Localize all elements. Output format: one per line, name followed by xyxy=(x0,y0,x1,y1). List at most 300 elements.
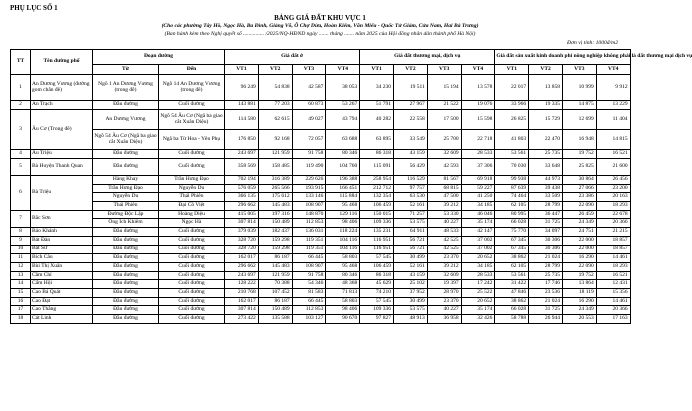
price-cell: 22 090 xyxy=(562,262,596,271)
document-subtitle: (Cho các phường Tây Hồ, Ngọc Hà, Ba Đình, Giảng Võ, Ô Chợ Dừa, Hoàn Kiếm, Văn Miếu - Quốc Tử Giám, Cửa Nam, Hai Bà Trưng) xyxy=(161,23,479,29)
table-row xyxy=(11,280,631,289)
price-cell: 63 895 xyxy=(360,130,394,150)
price-cell: 39 438 xyxy=(529,184,563,193)
price-cell: 59 227 xyxy=(461,184,495,193)
price-cell: 34 097 xyxy=(529,228,563,237)
price-cell: 135 231 xyxy=(360,228,394,237)
price-cell: 80 995 xyxy=(495,210,529,219)
segment-to: Cuối đường xyxy=(159,315,225,324)
price-cell: 20 366 xyxy=(596,219,630,228)
segment-from: Đầu đường xyxy=(93,315,159,324)
price-cell: 197 316 xyxy=(258,210,292,219)
price-cell: 70 388 xyxy=(258,280,292,289)
price-cell: 53 561 xyxy=(495,271,529,280)
price-cell: 71 257 xyxy=(393,210,427,219)
price-cell: 70 030 xyxy=(495,159,529,176)
price-cell: 258 954 xyxy=(360,176,394,185)
table-row xyxy=(11,288,631,297)
header-street: Tên đường phố xyxy=(31,50,93,75)
header-vt4: VT4 xyxy=(461,65,495,75)
price-cell: 14 815 xyxy=(596,130,630,150)
price-cell: 56 721 xyxy=(393,245,427,254)
price-cell: 116 529 xyxy=(393,176,427,185)
price-cell: 48 533 xyxy=(427,228,461,237)
price-cell: 35 174 xyxy=(461,219,495,228)
street-name: An Dương Vương (đường gom chân đê) xyxy=(31,75,93,101)
price-cell: 162 017 xyxy=(225,254,259,263)
price-cell: 28 799 xyxy=(529,202,563,211)
price-cell: 129 116 xyxy=(326,210,360,219)
segment-to: Cuối đường xyxy=(159,306,225,315)
street-name: Âu Cơ (Trong đê) xyxy=(31,110,93,150)
price-cell: 99 938 xyxy=(495,176,529,185)
price-cell: 19 752 xyxy=(562,271,596,280)
price-cell: 17 242 xyxy=(461,280,495,289)
price-cell: 115 091 xyxy=(360,159,394,176)
price-cell: 116 951 xyxy=(360,236,394,245)
price-cell: 22 000 xyxy=(562,236,596,245)
price-cell: 45 629 xyxy=(360,280,394,289)
table-row xyxy=(11,75,631,101)
header-segment: Đoạn đường xyxy=(93,50,225,65)
table-row xyxy=(11,150,631,159)
price-cell: 47 500 xyxy=(427,193,461,202)
price-cell: 21 024 xyxy=(529,254,563,263)
price-cell: 52 161 xyxy=(393,262,427,271)
price-cell: 18 293 xyxy=(596,262,630,271)
price-cell: 38 862 xyxy=(495,254,529,263)
row-number: 13 xyxy=(11,271,31,280)
price-cell: 24 751 xyxy=(562,228,596,237)
price-cell: 36 958 xyxy=(427,315,461,324)
row-number: 6 xyxy=(11,176,31,211)
price-cell: 52 161 xyxy=(393,202,427,211)
price-cell: 75 770 xyxy=(495,228,529,237)
price-cell: 23 370 xyxy=(427,297,461,306)
document-note: (Ban hành kèm theo Nghị quyết số ............... /2025/NQ-HĐND ngày ....... tháng ....... năm 2025 của Hội đồng nhân dân thành phố Hà Nội) xyxy=(164,31,476,37)
row-number: 9 xyxy=(11,236,31,245)
header-group-commercial: Giá đất thương mại, dịch vụ xyxy=(360,50,495,65)
price-cell: 20 163 xyxy=(596,193,630,202)
table-row xyxy=(11,101,631,110)
price-cell: 28 533 xyxy=(461,271,495,280)
price-cell: 33 648 xyxy=(529,159,563,176)
row-number: 7 xyxy=(11,210,31,227)
price-cell: 12 431 xyxy=(596,280,630,289)
price-cell: 104 116 xyxy=(326,245,360,254)
price-cell: 119 351 xyxy=(292,236,326,245)
price-cell: 80 346 xyxy=(326,150,360,159)
price-cell: 702 194 xyxy=(225,176,259,185)
price-cell: 159 298 xyxy=(258,236,292,245)
price-cell: 44 973 xyxy=(529,176,563,185)
price-cell: 18 857 xyxy=(596,236,630,245)
price-cell: 182 437 xyxy=(258,228,292,237)
price-cell: 106 459 xyxy=(360,262,394,271)
header-tt: TT xyxy=(11,50,31,75)
price-cell: 193 915 xyxy=(292,184,326,193)
price-cell: 58 788 xyxy=(495,315,529,324)
segment-from: Đầu đường xyxy=(93,236,159,245)
header-group-residential: Giá đất ở xyxy=(225,50,360,65)
street-name: Bảo Khánh xyxy=(31,228,93,237)
price-cell: 39 212 xyxy=(427,262,461,271)
segment-from: Đầu đường xyxy=(93,159,159,176)
price-cell: 74 210 xyxy=(360,288,394,297)
price-cell: 328 720 xyxy=(225,245,259,254)
price-cell: 22 000 xyxy=(562,245,596,254)
price-cell: 175 612 xyxy=(258,193,292,202)
street-name: Bắc Sơn xyxy=(31,210,93,227)
table-row xyxy=(11,210,631,219)
price-cell: 33 966 xyxy=(495,101,529,110)
price-cell: 21 600 xyxy=(596,159,630,176)
segment-from: Đầu đường xyxy=(93,262,159,271)
header-to: Đến xyxy=(159,65,225,75)
header-vt1: VT1 xyxy=(360,65,394,75)
price-cell: 37 002 xyxy=(461,245,495,254)
price-cell: 26 825 xyxy=(495,110,529,130)
price-cell: 43 159 xyxy=(393,150,427,159)
price-cell: 62 615 xyxy=(258,110,292,130)
price-cell: 97 757 xyxy=(393,184,427,193)
price-cell: 415 005 xyxy=(225,210,259,219)
price-cell: 121 959 xyxy=(258,150,292,159)
price-cell: 22 017 xyxy=(495,75,529,101)
price-cell: 91 758 xyxy=(292,150,326,159)
row-number: 5 xyxy=(11,159,31,176)
price-cell: 71 813 xyxy=(326,288,360,297)
price-cell: 67 345 xyxy=(495,236,529,245)
row-number: 1 xyxy=(11,75,31,101)
price-cell: 98 406 xyxy=(326,219,360,228)
price-cell: 63 530 xyxy=(393,193,427,202)
price-cell: 53 575 xyxy=(393,306,427,315)
price-cell: 121 959 xyxy=(258,271,292,280)
row-number: 3 xyxy=(11,110,31,150)
price-cell: 18 119 xyxy=(562,288,596,297)
row-number: 2 xyxy=(11,101,31,110)
segment-from: Đầu đường xyxy=(93,101,159,110)
price-cell: 26 459 xyxy=(562,210,596,219)
price-cell: 27 066 xyxy=(562,184,596,193)
street-name: Bà Huyện Thanh Quan xyxy=(31,159,93,176)
street-name: Bát Đàn xyxy=(31,236,93,245)
price-cell: 128 222 xyxy=(225,280,259,289)
price-cell: 96 249 xyxy=(225,75,259,101)
price-cell: 43 159 xyxy=(393,271,427,280)
price-cell: 108 907 xyxy=(292,202,326,211)
row-number: 15 xyxy=(11,288,31,297)
price-cell: 28 970 xyxy=(427,288,461,297)
price-cell: 54 346 xyxy=(292,280,326,289)
price-cell: 19 397 xyxy=(427,280,461,289)
segment-from: Đầu đường xyxy=(93,254,159,263)
price-cell: 16 290 xyxy=(562,297,596,306)
segment-from: Đầu đường xyxy=(93,271,159,280)
header-vt3: VT3 xyxy=(562,65,596,75)
price-cell: 81 583 xyxy=(292,288,326,297)
row-number: 18 xyxy=(11,315,31,324)
price-cell: 97 827 xyxy=(360,315,394,324)
price-cell: 40 282 xyxy=(360,110,394,130)
price-cell: 48 913 xyxy=(393,315,427,324)
price-cell: 19 076 xyxy=(461,101,495,110)
segment-to: Cuối đường xyxy=(159,297,225,306)
price-cell: 115 884 xyxy=(326,193,360,202)
price-cell: 210 768 xyxy=(225,288,259,297)
price-cell: 51 791 xyxy=(360,101,394,110)
street-name: Cát Linh xyxy=(31,315,93,324)
price-cell: 31 725 xyxy=(529,219,563,228)
table-row xyxy=(11,228,631,237)
price-cell: 135 588 xyxy=(258,315,292,324)
segment-from: Đầu đường xyxy=(93,150,159,159)
row-number: 4 xyxy=(11,150,31,159)
street-name: Bà Triệu xyxy=(31,176,93,211)
price-cell: 21 215 xyxy=(596,228,630,237)
document-title: BẢNG GIÁ ĐẤT KHU VỰC 1 xyxy=(274,14,366,22)
price-cell: 15 194 xyxy=(427,75,461,101)
price-cell: 42 525 xyxy=(427,236,461,245)
table-row xyxy=(11,254,631,263)
price-cell: 23 536 xyxy=(529,288,563,297)
price-cell: 37 002 xyxy=(461,236,495,245)
price-cell: 296 662 xyxy=(225,262,259,271)
price-cell: 21 522 xyxy=(427,101,461,110)
price-cell: 15 356 xyxy=(596,288,630,297)
price-cell: 32 609 xyxy=(427,271,461,280)
table-body xyxy=(11,75,631,324)
price-cell: 150 015 xyxy=(360,210,394,219)
price-cell: 22 470 xyxy=(529,130,563,150)
price-cell: 19 335 xyxy=(529,101,563,110)
price-cell: 14 875 xyxy=(562,101,596,110)
price-cell: 20 366 xyxy=(596,306,630,315)
price-cell: 20 553 xyxy=(562,315,596,324)
price-cell: 91 758 xyxy=(292,271,326,280)
price-cell: 49 027 xyxy=(292,110,326,130)
price-cell: 34 230 xyxy=(360,75,394,101)
price-cell: 162 017 xyxy=(225,297,259,306)
price-cell: 57 545 xyxy=(360,297,394,306)
price-cell: 42 525 xyxy=(427,245,461,254)
price-cell: 86 187 xyxy=(258,254,292,263)
price-cell: 273 422 xyxy=(225,315,259,324)
price-cell: 11 404 xyxy=(596,110,630,130)
price-cell: 229 626 xyxy=(292,176,326,185)
price-cell: 19 752 xyxy=(562,150,596,159)
segment-to: Cuối đường xyxy=(159,236,225,245)
table-row xyxy=(11,245,631,254)
segment-to: Trần Hưng Đạo xyxy=(159,176,225,185)
street-name: Bát Sứ xyxy=(31,245,93,254)
price-cell: 25 735 xyxy=(529,150,563,159)
price-cell: 119 351 xyxy=(292,245,326,254)
price-cell: 307 814 xyxy=(225,306,259,315)
price-cell: 57 545 xyxy=(360,254,394,263)
price-cell: 25 522 xyxy=(461,288,495,297)
price-cell: 87 639 xyxy=(495,184,529,193)
street-name: Bích Câu xyxy=(31,254,93,263)
price-cell: 10 999 xyxy=(562,75,596,101)
price-cell: 66 445 xyxy=(292,254,326,263)
price-cell: 13 864 xyxy=(562,280,596,289)
price-cell: 25 735 xyxy=(529,271,563,280)
price-cell: 20 652 xyxy=(461,297,495,306)
price-cell: 16 521 xyxy=(596,150,630,159)
table-row xyxy=(11,184,631,193)
price-cell: 106 459 xyxy=(360,202,394,211)
street-name: Cao Đạt xyxy=(31,297,93,306)
segment-to: Cuối đường xyxy=(159,280,225,289)
price-cell: 18 293 xyxy=(596,202,630,211)
price-cell: 25 700 xyxy=(427,130,461,150)
price-cell: 109 336 xyxy=(360,219,394,228)
price-cell: 62 105 xyxy=(495,202,529,211)
price-cell: 23 386 xyxy=(562,193,596,202)
price-cell: 95 468 xyxy=(326,262,360,271)
price-cell: 243 697 xyxy=(225,271,259,280)
price-cell: 62 105 xyxy=(495,262,529,271)
price-cell: 32 609 xyxy=(427,150,461,159)
price-cell: 40 227 xyxy=(427,306,461,315)
price-cell: 132 354 xyxy=(360,193,394,202)
price-cell: 58 803 xyxy=(326,297,360,306)
segment-to: Đại Cồ Việt xyxy=(159,202,225,211)
price-cell: 12 699 xyxy=(562,110,596,130)
price-cell: 74 464 xyxy=(495,193,529,202)
header-vt2: VT2 xyxy=(529,65,563,75)
price-cell: 90 670 xyxy=(326,315,360,324)
price-cell: 31 422 xyxy=(495,280,529,289)
price-cell: 243 697 xyxy=(225,150,259,159)
segment-to: Cuối đường xyxy=(159,254,225,263)
price-cell: 104 760 xyxy=(326,159,360,176)
table-row xyxy=(11,236,631,245)
price-cell: 24 349 xyxy=(562,306,596,315)
segment-from: Đầu đường xyxy=(93,245,159,254)
price-cell: 56 721 xyxy=(393,236,427,245)
price-cell: 86 318 xyxy=(360,271,394,280)
price-cell: 316 389 xyxy=(258,176,292,185)
price-cell: 60 873 xyxy=(292,101,326,110)
price-cell: 80 346 xyxy=(326,271,360,280)
price-cell: 31 725 xyxy=(529,306,563,315)
price-cell: 366 135 xyxy=(225,193,259,202)
price-cell: 39 212 xyxy=(427,202,461,211)
price-cell: 119 490 xyxy=(292,159,326,176)
price-cell: 33 549 xyxy=(393,130,427,150)
table-row xyxy=(11,315,631,324)
price-cell: 212 712 xyxy=(360,184,394,193)
price-cell: 26 944 xyxy=(529,315,563,324)
price-cell: 66 445 xyxy=(292,297,326,306)
appendix-label: PHỤ LỤC SỐ 1 xyxy=(10,4,58,12)
header-vt3: VT3 xyxy=(292,65,326,75)
price-cell: 19 511 xyxy=(393,75,427,101)
price-cell: 33 509 xyxy=(529,193,563,202)
price-cell: 42 593 xyxy=(427,159,461,176)
price-cell: 265 566 xyxy=(258,184,292,193)
header-vt4: VT4 xyxy=(326,65,360,75)
price-cell: 108 907 xyxy=(292,262,326,271)
street-name: Cao Thắng xyxy=(31,306,93,315)
price-cell: 53 267 xyxy=(326,101,360,110)
price-cell: 23 370 xyxy=(427,254,461,263)
segment-from: Hàng Khay xyxy=(93,176,159,185)
price-cell: 42 147 xyxy=(461,228,495,237)
price-cell: 25 825 xyxy=(562,159,596,176)
price-cell: 38 053 xyxy=(326,75,360,101)
segment-to: Hoàng Diệu xyxy=(159,210,225,219)
price-cell: 95 468 xyxy=(326,202,360,211)
price-cell: 22 718 xyxy=(461,130,495,150)
price-cell: 64 911 xyxy=(393,228,427,237)
segment-from: Ông Ích Khiêm xyxy=(93,219,159,228)
price-cell: 15 729 xyxy=(529,110,563,130)
price-cell: 68 815 xyxy=(427,184,461,193)
price-cell: 112 853 xyxy=(292,219,326,228)
price-cell: 67 345 xyxy=(495,245,529,254)
price-cell: 17 163 xyxy=(596,315,630,324)
price-cell: 53 330 xyxy=(427,210,461,219)
table-row xyxy=(11,306,631,315)
price-cell: 109 336 xyxy=(360,306,394,315)
street-name: Cấm Hội xyxy=(31,280,93,289)
segment-to: Cuối đường xyxy=(159,262,225,271)
header-vt2: VT2 xyxy=(258,65,292,75)
header-vt2: VT2 xyxy=(393,65,427,75)
header-from: Từ xyxy=(93,65,159,75)
price-cell: 176 850 xyxy=(225,130,259,150)
price-cell: 86 187 xyxy=(258,297,292,306)
price-cell: 38 862 xyxy=(495,297,529,306)
segment-to: Cuối đường xyxy=(159,150,225,159)
price-cell: 576 059 xyxy=(225,184,259,193)
row-number: 11 xyxy=(11,254,31,263)
price-cell: 22 678 xyxy=(596,210,630,219)
table-row xyxy=(11,297,631,306)
price-cell: 36 447 xyxy=(529,210,563,219)
price-cell: 14 461 xyxy=(596,254,630,263)
segment-from: Nguyễn Du xyxy=(93,193,159,202)
header-vt4: VT4 xyxy=(596,65,630,75)
price-cell: 30 864 xyxy=(562,176,596,185)
header-vt1: VT1 xyxy=(495,65,529,75)
segment-to: Cuối đường xyxy=(159,288,225,297)
price-cell: 307 814 xyxy=(225,219,259,228)
price-cell: 16 290 xyxy=(562,254,596,263)
price-cell: 379 039 xyxy=(225,228,259,237)
price-cell: 16 948 xyxy=(562,130,596,150)
street-name: An Trạch xyxy=(31,101,93,110)
segment-from: Trần Hưng Đạo xyxy=(93,184,159,193)
price-cell: 30 499 xyxy=(393,254,427,263)
segment-to: Thái Phiên xyxy=(159,193,225,202)
segment-from: Đầu đường xyxy=(93,297,159,306)
price-cell: 103 127 xyxy=(292,315,326,324)
price-cell: 30 306 xyxy=(529,236,563,245)
row-number: 8 xyxy=(11,228,31,237)
price-cell: 18 857 xyxy=(596,245,630,254)
table-row xyxy=(11,130,631,150)
segment-from: Đường Độc Lập xyxy=(93,210,159,219)
segment-from: Đầu đường xyxy=(93,280,159,289)
price-cell: 112 853 xyxy=(292,306,326,315)
table-row xyxy=(11,193,631,202)
table-row xyxy=(11,271,631,280)
